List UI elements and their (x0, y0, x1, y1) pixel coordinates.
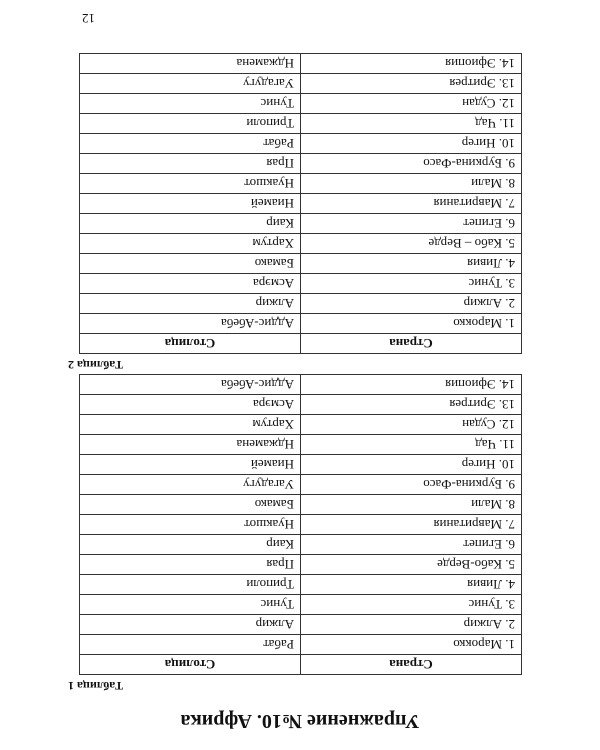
capital-cell: Хартум (80, 234, 301, 254)
capital-cell: Нуакшот (80, 515, 301, 535)
table-row (80, 234, 522, 254)
country-cell: 1. Марокко (301, 314, 522, 334)
capital-cell: Каир (80, 214, 301, 234)
country-cell: 5. Кабо – Верде (301, 234, 522, 254)
capital-cell: Рабат (80, 635, 301, 655)
table-row (80, 375, 522, 395)
country-cell: 9. Буркина-Фасо (301, 475, 522, 495)
country-column-header: Страна (301, 655, 522, 675)
country-cell: 2. Алжир (301, 294, 522, 314)
capital-cell: Хартум (80, 415, 301, 435)
table-2-caption: Таблица 2 (68, 358, 123, 372)
table-row (80, 415, 522, 435)
table-row (80, 54, 522, 74)
country-cell: 9. Буркина-Фасо (301, 154, 522, 174)
country-cell: 13. Эритрея (301, 395, 522, 415)
capital-cell: Асмэра (80, 395, 301, 415)
country-cell: 7. Мавритания (301, 515, 522, 535)
capital-cell: Рабат (80, 134, 301, 154)
country-cell: 4. Ливия (301, 254, 522, 274)
table-row (80, 615, 522, 635)
table-row (80, 274, 522, 294)
table-row (80, 294, 522, 314)
page-number: 12 (82, 11, 95, 26)
country-cell: 5. Кабо-Верде (301, 555, 522, 575)
country-cell: 11. Чад (301, 435, 522, 455)
country-cell: 8. Мали (301, 174, 522, 194)
country-cell: 10. Нигер (301, 455, 522, 475)
country-cell: 13. Эритрея (301, 74, 522, 94)
country-cell: 14. Эфиопия (301, 54, 522, 74)
capital-cell: Ниамей (80, 194, 301, 214)
capital-cell: Прая (80, 555, 301, 575)
capital-cell: Тунис (80, 595, 301, 615)
table-row (80, 515, 522, 535)
table-row (80, 395, 522, 415)
table-row (80, 455, 522, 475)
table-row (80, 555, 522, 575)
table-header-row (80, 655, 522, 675)
page-title: Упражнение №10. Африка (180, 710, 420, 732)
capital-cell: Уагадугу (80, 74, 301, 94)
capital-cell: Триполи (80, 575, 301, 595)
table-row (80, 154, 522, 174)
table-header-row (80, 334, 522, 354)
capital-column-header: Столица (80, 334, 301, 354)
country-cell: 6. Египет (301, 535, 522, 555)
capital-cell: Аддис-Абеба (80, 314, 301, 334)
capital-cell: Бамако (80, 495, 301, 515)
capital-cell: Нджамена (80, 435, 301, 455)
capital-cell: Уагадугу (80, 475, 301, 495)
table-row (80, 314, 522, 334)
country-cell: 7. Мавритания (301, 194, 522, 214)
capital-cell: Алжир (80, 615, 301, 635)
capital-cell: Нджамена (80, 54, 301, 74)
table-1-caption: Таблица 1 (68, 679, 123, 693)
capital-cell: Алжир (80, 294, 301, 314)
table-row (80, 495, 522, 515)
country-cell: 12. Судан (301, 415, 522, 435)
table-row (80, 635, 522, 655)
table-row (80, 114, 522, 134)
country-cell: 8. Мали (301, 495, 522, 515)
country-cell: 14. Эфиопия (301, 375, 522, 395)
table-row (80, 435, 522, 455)
country-cell: 4. Ливия (301, 575, 522, 595)
country-cell: 2. Алжир (301, 615, 522, 635)
table-row (80, 475, 522, 495)
table-1 (79, 374, 522, 675)
capital-cell: Бамако (80, 254, 301, 274)
capital-cell: Нуакшот (80, 174, 301, 194)
table-row (80, 74, 522, 94)
country-cell: 3. Тунис (301, 274, 522, 294)
table-row (80, 254, 522, 274)
table-row (80, 575, 522, 595)
table-row (80, 535, 522, 555)
country-cell: 3. Тунис (301, 595, 522, 615)
capital-cell: Триполи (80, 114, 301, 134)
capital-cell: Аддис-Абеба (80, 375, 301, 395)
table-row (80, 94, 522, 114)
table-row (80, 174, 522, 194)
capital-cell: Ниамей (80, 455, 301, 475)
country-cell: 11. Чад (301, 114, 522, 134)
table-row (80, 134, 522, 154)
table-row (80, 595, 522, 615)
capital-column-header: Столица (80, 655, 301, 675)
country-cell: 1. Марокко (301, 635, 522, 655)
table-row (80, 214, 522, 234)
country-cell: 6. Египет (301, 214, 522, 234)
country-column-header: Страна (301, 334, 522, 354)
table-row (80, 194, 522, 214)
capital-cell: Каир (80, 535, 301, 555)
capital-cell: Асмэра (80, 274, 301, 294)
country-cell: 10. Нигер (301, 134, 522, 154)
capital-cell: Прая (80, 154, 301, 174)
table-2 (79, 53, 522, 354)
country-cell: 12. Судан (301, 94, 522, 114)
capital-cell: Тунис (80, 94, 301, 114)
